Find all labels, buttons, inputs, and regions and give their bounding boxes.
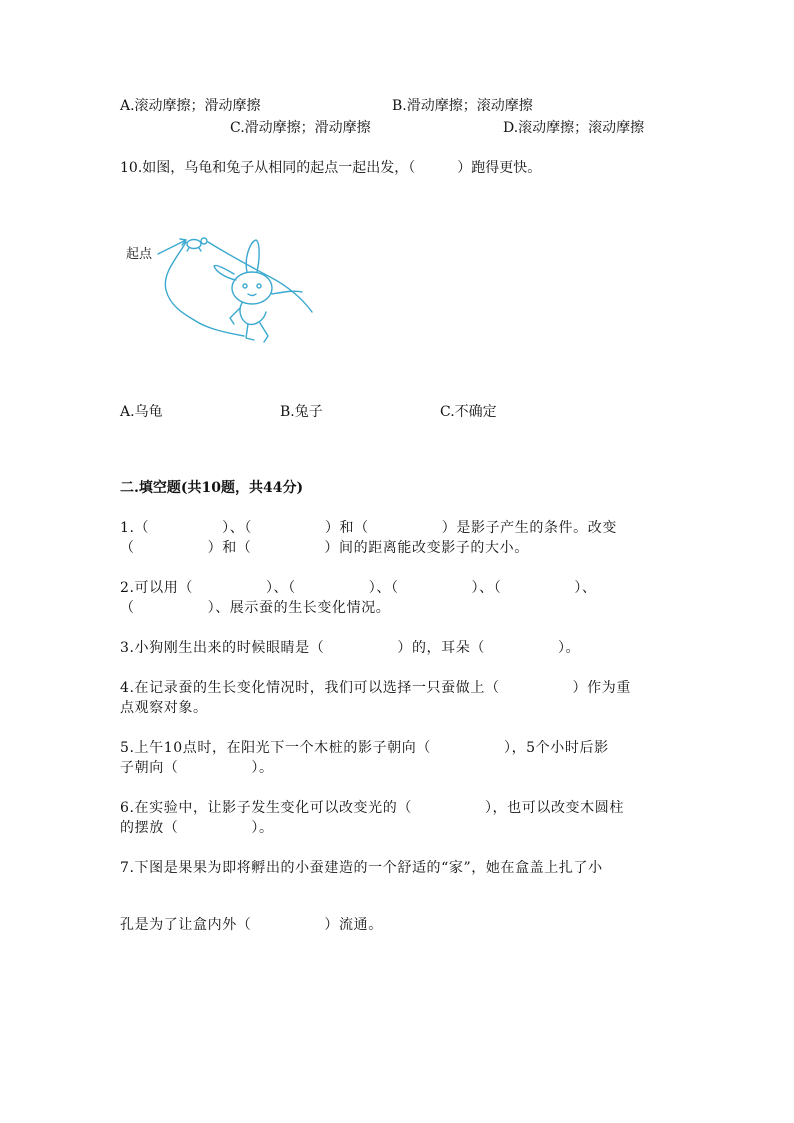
fill-question-7-line-2: 孔是为了让盒内外（ ）流通。 [120,917,383,933]
fill-question-1-line-1: 1.（ ）、（ ）和（ ）是影子产生的条件。改变 [120,520,617,536]
q9-option-c: C.滑动摩擦；滑动摩擦 [230,120,371,136]
q9-option-b: B.滑动摩擦；滚动摩擦 [392,98,533,114]
q10-option-b: B.兔子 [280,404,323,420]
fill-question-6-line-2: 的摆放（ ）。 [120,820,274,836]
q10-option-c: C.不确定 [440,404,497,420]
fill-question-6-line-1: 6.在实验中，让影子发生变化可以改变光的（ ），也可以改变木圆柱 [120,800,624,816]
fill-question-2-line-1: 2.可以用（ ）、（ ）、（ ）、（ ）、 [120,580,597,596]
fill-question-4-line-2: 点观察对象。 [120,700,208,716]
fill-question-1-line-2: （ ）和（ ）间的距离能改变影子的大小。 [120,540,529,556]
q10-option-a: A.乌龟 [120,404,163,420]
fill-question-5-line-2: 子朝向（ ）。 [120,760,274,776]
fill-question-2-line-2: （ ）、展示蚕的生长变化情况。 [120,600,391,616]
tortoise-icon [187,238,207,251]
fill-question-3-line-1: 3.小狗刚生出来的时候眼睛是（ ）的，耳朵（ ）。 [120,640,581,656]
rabbit-icon [214,240,302,342]
section-heading: 二.填空题(共10题，共44分) [120,480,304,496]
fill-question-7-line-1: 7.下图是果果为即将孵出的小蚕建造的一个舒适的“家”，她在盒盖上扎了小 [120,860,603,876]
fill-question-5-line-1: 5.上午10点时，在阳光下一个木桩的影子朝向（ ），5个小时后影 [120,740,609,756]
fill-question-4-line-1: 4.在记录蚕的生长变化情况时，我们可以选择一只蚕做上（ ）作为重 [120,680,631,696]
q9-option-a: A.滚动摩擦；滑动摩擦 [120,98,261,114]
tortoise-hare-figure [122,228,322,358]
q10-text: 10.如图，乌龟和兔子从相同的起点一起出发，（ ）跑得更快。 [120,160,542,176]
start-point-label: 起点 [126,247,153,262]
start-arrow-icon [158,240,186,254]
q9-option-d: D.滚动摩擦；滚动摩擦 [503,120,645,136]
